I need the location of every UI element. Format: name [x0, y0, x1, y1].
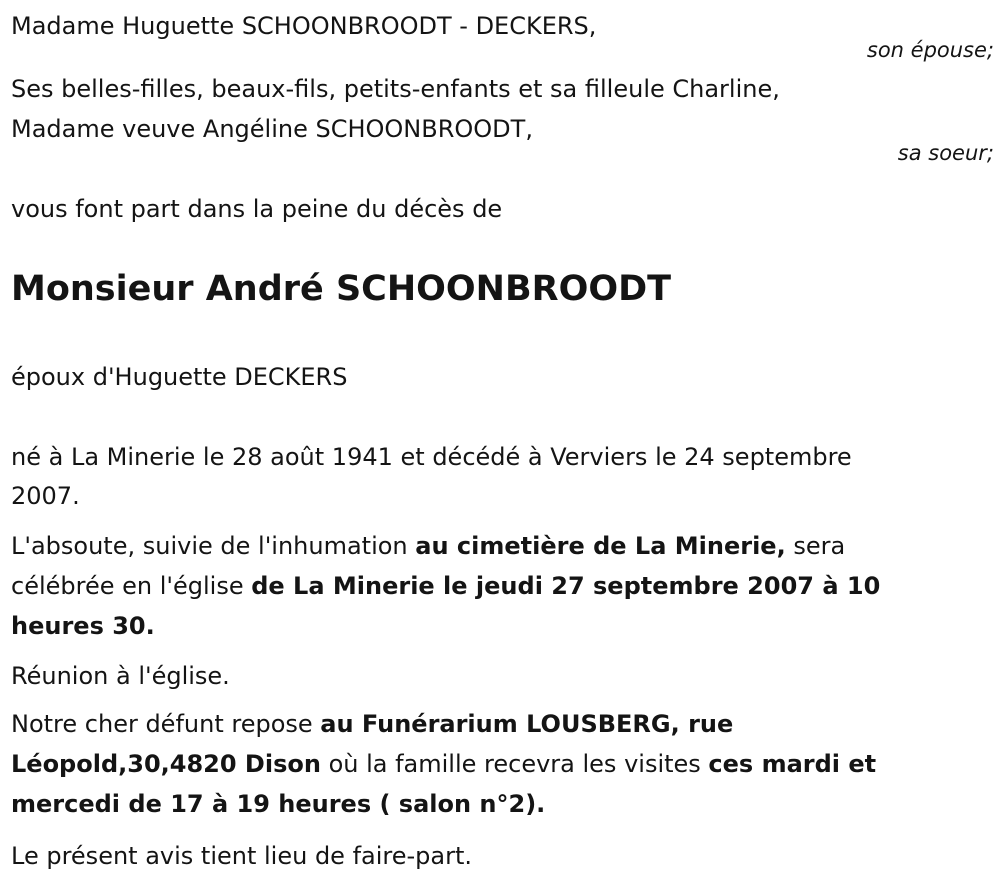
visitation-place: au Funérarium LOUSBERG, rue — [320, 710, 734, 738]
ceremony-text: célébrée en l'église — [11, 572, 252, 600]
sister-role: sa soeur; — [897, 141, 994, 165]
ceremony-time: heures 30. — [11, 612, 155, 640]
spouse-of-line: époux d'Huguette DECKERS — [11, 363, 348, 391]
ceremony-text: L'absoute, suivie de l'inhumation — [11, 532, 416, 560]
spouse-role: son épouse; — [866, 38, 994, 62]
birth-death-line-2: 2007. — [11, 482, 80, 510]
birth-death-line-1: né à La Minerie le 28 août 1941 et décédé à Verviers le 24 septembre — [11, 443, 852, 471]
visitation-line-3 — [11, 784, 545, 824]
visitation-text: Notre cher défunt repose — [11, 710, 321, 738]
ceremony-text: sera — [785, 532, 846, 560]
ceremony-line-1 — [11, 526, 845, 566]
ceremony-date: de La Minerie le jeudi 27 septembre 2007 à 10 — [251, 572, 881, 600]
ceremony-line-3 — [11, 606, 155, 646]
closing-line: Le présent avis tient lieu de faire-part. — [11, 842, 473, 870]
visitation-line-2 — [11, 744, 876, 784]
children-line: Ses belles-filles, beaux-fils, petits-enfants et sa filleule Charline, — [11, 75, 780, 103]
ceremony-place: au cimetière de La Minerie, — [415, 532, 786, 560]
visitation-address: Léopold,30,4820 Dison — [11, 750, 321, 778]
deceased-name: Monsieur André SCHOONBROODT — [11, 269, 672, 309]
visitation-hours: mercedi de 17 à 19 heures ( salon n°2). — [11, 790, 546, 818]
visitation-text: où la famille recevra les visites — [320, 750, 709, 778]
visitation-line-1 — [11, 704, 733, 744]
spouse-name: Madame Huguette SCHOONBROODT - DECKERS, — [11, 12, 597, 40]
sister-name: Madame veuve Angéline SCHOONBROODT, — [11, 115, 533, 143]
meeting-line: Réunion à l'église. — [11, 662, 230, 690]
visitation-days: ces mardi et — [708, 750, 877, 778]
ceremony-line-2 — [11, 566, 880, 606]
announcement-line: vous font part dans la peine du décès de — [11, 195, 503, 223]
